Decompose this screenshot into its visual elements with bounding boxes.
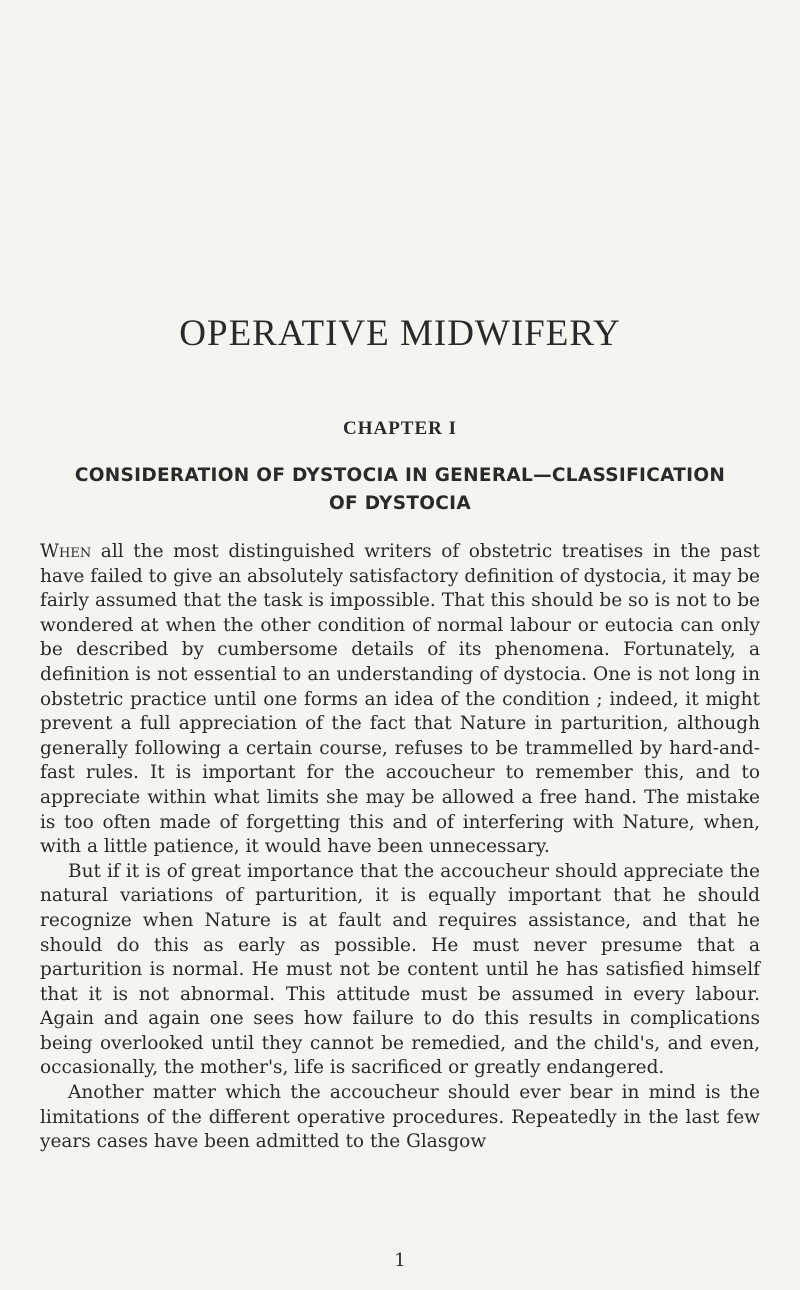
book-title: OPERATIVE MIDWIFERY <box>179 313 621 354</box>
body-text <box>40 540 760 1155</box>
paragraph-2: But if it is of great importance that the accoucheur should appreciate the natural variations of parturition, it is equally important that he should recognize when Nature is at fault and requires assistance, and that he should do this as early as possible. He must never presume that a parturition is normal. He must not be content until he has satisfied himself that it is not abnormal. This attitude must be assumed in every labour. Again and again one sees how failure to do this results in complications being overlooked until they cannot be remedied, and the child's, and even, occasionally, the mother's, life is sacrificed or greatly endangered. <box>40 860 760 1079</box>
page-number: 1 <box>394 1250 406 1271</box>
section-heading-line1: CONSIDERATION OF DYSTOCIA IN GENERAL—CLASSIFICATION <box>74 465 726 486</box>
section-heading-line2: OF DYSTOCIA <box>329 493 471 514</box>
paragraph-1-lead: When <box>40 541 92 562</box>
section-heading <box>60 462 740 518</box>
paragraph-3: Another matter which the accoucheur should ever bear in mind is the limitations of the different operative procedures. Repeatedly in the last few years cases have been admitted to the Glasgow <box>40 1082 760 1153</box>
paragraph-1 <box>40 540 760 860</box>
paragraph-1-text: all the most distinguished writers of obstetric treatises in the past have failed to give an absolutely satisfactory definition of dystocia, it may be fairly assumed that the task is impossible. That this should be so is not to be wondered at when the other condition of normal labour or eutocia can only be described by cumbersome details of its phenomena. Fortunately, a definition is not essential to an understanding of dystocia. One is not long in obstetric practice until one forms an idea of the condition ; indeed, it might prevent a full appreciation of the fact that Nature in parturition, although generally following a certain course, refuses to be trammelled by hard-and-fast rules. It is important for the accoucheur to remember this, and to appreciate within what limits she may be allowed a free hand. The mistake is too often made of forgetting this and of interfering with Nature, when, with a little patience, it would have been unnecessary. <box>40 541 760 858</box>
chapter-heading: CHAPTER I <box>342 418 458 439</box>
